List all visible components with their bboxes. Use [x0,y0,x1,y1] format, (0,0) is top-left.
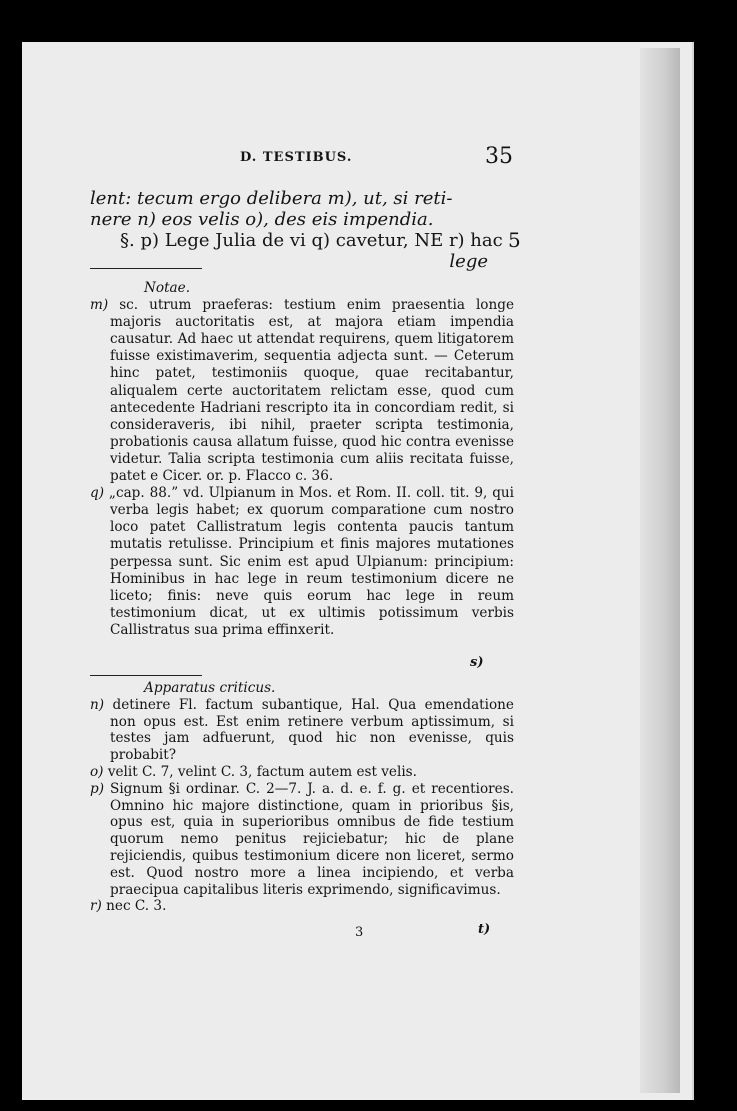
apparatus-label: p) [90,780,105,797]
note-text: sc. utrum praeferas: testium enim praesentia longe majoris auctoritatis est, at majora etiam impendia causatur. Ad haec ut attendat requirens, quem litigatorem fuisse existimaverim, sequentia adjecta sunt. — Ceterum hinc patet, testimoniis quoque, quae recitabantur, aliqualem certe auctoritatem relictam esse, quod cum antecedente Hadriani rescripto ita in concordiam redit, si consideraveris, ibi nihil, praeter scripta testimonia, probationis causa allatum fuisse, quod hic contra evenisse videtur. Talia scripta testimonia cum aliis recitata fuisse, patet e Cicer. or. p. Flacco c. 36. [110,297,514,485]
apparatus-r [90,898,514,915]
apparatus-rule [90,675,202,676]
apparatus-p [90,781,514,899]
notes-rule [90,268,202,269]
apparatus-label: r) [90,898,102,915]
footer-catchword: t) [478,922,491,937]
apparatus-label: o) [90,763,104,780]
notes-catchword: s) [470,655,484,670]
main-text [90,188,518,272]
note-text: „cap. 88.” vd. Ulpianum in Mos. et Rom. II. coll. tit. 9, qui verba legis habet; ex quorum comparatione cum nostro loco patet Callistratum legis contenta paucis tantum mutatis retulisse. Principium et finis majores mutationes perpessa sunt. Sic enim est apud Ulpianum: principium: Hominibus in hac lege in reum testimonium dicere ne liceto; finis: neve quis eorum hac lege in reum testimonium dicat, ut ex ultimis potissimum verbis Callistratus sua prima effinxerit. [108,485,514,638]
main-line-3: §. p) Lege Julia de vi q) cavetur, NE r) hac [120,230,503,251]
note-m [90,297,514,485]
apparatus-section [90,680,514,915]
note-label: q) [90,485,105,502]
page-edge [640,48,680,1093]
notes-section [90,280,514,639]
note-q [90,485,514,639]
apparatus-text: detinere Fl. factum subantique, Hal. Qua emendatione non opus est. Est enim retinere verbum aptissimum, si testes jam adfuerunt, quod hic non evenisse, quis probabit? [110,696,514,764]
apparatus-text: velit C. 7, velint C. 3, factum autem est velis. [107,763,417,780]
running-head: D. TESTIBUS. [240,150,353,165]
apparatus-o [90,764,514,781]
main-line-2: nere n) eos velis o), des eis impendia. [90,209,434,230]
apparatus-text: nec C. 3. [106,898,167,915]
signature-mark: 3 [355,925,364,940]
apparatus-label: n) [90,696,105,713]
apparatus-text: Signum §i ordinar. C. 2—7. J. a. d. e. f. g. et recentiores. Omnino hic majore distinctione, quam in prioribus §is, opus est, quia in superioribus omnibus de fide testium quorum nemo penitus rejiciebatur; hic de plane rejiciendis, quibus testimonium dicere non liceret, sermo est. Quod nostro more a linea incipiendo, et verba praecipua capitalibus literis exprimendo, significavimus. [110,780,514,898]
note-label: m) [90,297,109,314]
main-line-4: lege [449,251,488,272]
apparatus-n [90,697,514,764]
line-number-marker: 5 [508,228,521,252]
apparatus-heading: Apparatus criticus. [144,680,276,696]
main-line-1: lent: tecum ergo delibera m), ut, si reti- [90,188,453,209]
page-header [90,144,520,180]
page-number: 35 [485,144,513,169]
notes-heading: Notae. [144,280,191,296]
